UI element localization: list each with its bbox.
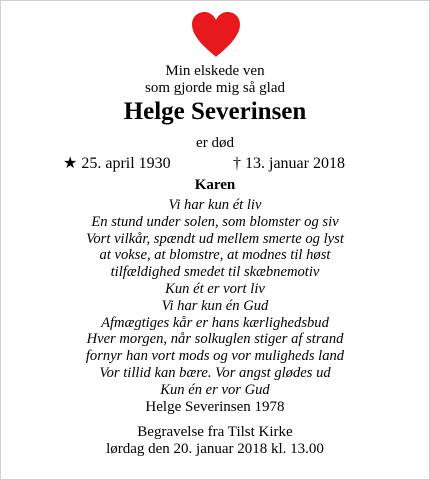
- poem-line: Vi har kun én Gud: [161, 297, 269, 314]
- poem-signature: Helge Severinsen 1978: [145, 399, 285, 415]
- intro-line: Min elskede ven: [165, 63, 265, 79]
- funeral-info: [1, 424, 429, 458]
- poem-line: Kun ét er vort liv: [165, 280, 265, 297]
- poem-line: fornyr han vort mods og vor muligheds land: [85, 348, 345, 365]
- poem-line: Vor tillid kan bære. Vor angst glødes ud: [99, 364, 331, 381]
- poem-line: Vort vilkår, spændt ud mellem smerte og lyst: [86, 230, 344, 247]
- poem-line: Kun én er vor Gud: [160, 381, 270, 398]
- intro-text: [1, 63, 429, 97]
- status-text: er død: [196, 135, 234, 151]
- poem: [1, 197, 429, 399]
- poem-line: En stund under solen, som blomster og siv: [91, 213, 339, 230]
- birth-date: ★ 25. april 1930: [63, 155, 171, 172]
- funeral-line: Begravelse fra Tilst Kirke: [137, 424, 293, 440]
- poem-line: Hver morgen, når solkuglen stiger af strand: [86, 331, 344, 348]
- intro-line: som gjorde mig så glad: [145, 80, 285, 96]
- death-date: † 13. januar 2018: [233, 155, 345, 172]
- poem-line: tilfældighed smedet til skæbnemotiv: [110, 264, 320, 281]
- poem-line: Afmægtiges kår er hans kærlighedsbud: [101, 314, 329, 331]
- heart-icon: [192, 12, 240, 58]
- poem-line: at vokse, at blomstre, at modnes til høst: [99, 247, 331, 264]
- heart-shape: [192, 12, 240, 57]
- poem-line: Vi har kun ét liv: [168, 197, 262, 213]
- deceased-name: Helge Severinsen: [123, 98, 307, 125]
- funeral-line: lørdag den 20. januar 2018 kl. 13.00: [106, 441, 324, 457]
- mourner-name: Karen: [194, 177, 236, 193]
